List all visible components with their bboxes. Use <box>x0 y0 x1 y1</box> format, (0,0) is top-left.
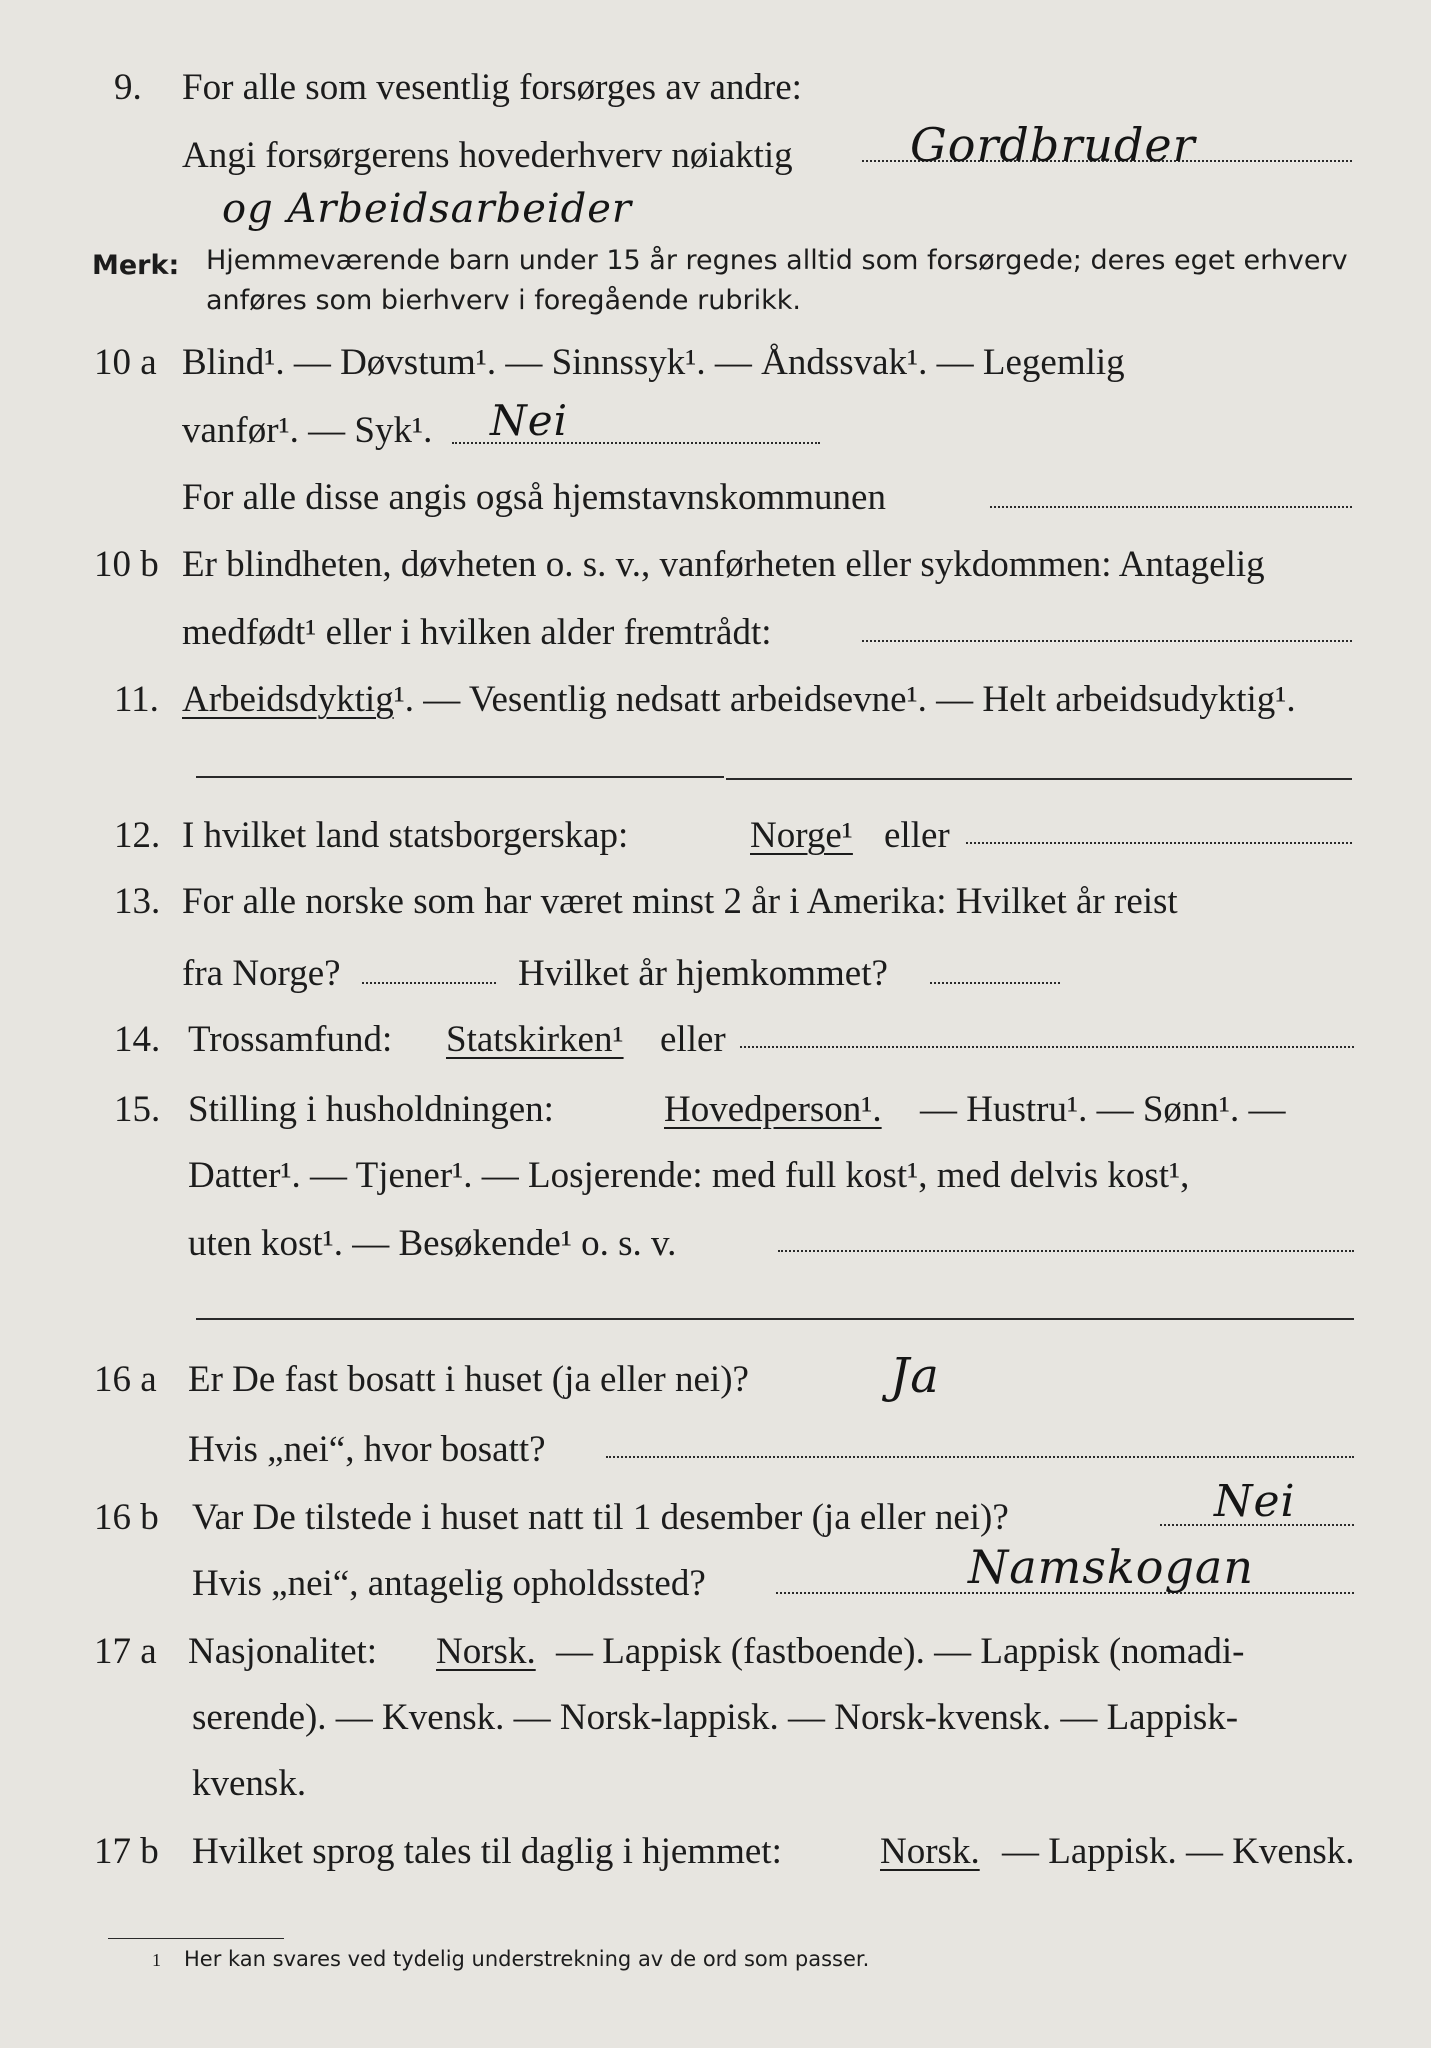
q10b-question: Er blindheten, døvheten o. s. v., vanførheten eller sykdommen: Antagelig <box>182 544 1265 585</box>
footnote-marker: 1 <box>152 1950 161 1970</box>
footnote-rule <box>108 1938 284 1939</box>
q11-selected-option: Arbeidsdyktig <box>182 679 394 720</box>
merk-label: Merk: <box>92 250 180 281</box>
q14-other: eller <box>660 1019 726 1060</box>
q12-number: 12. <box>114 815 161 856</box>
q9-question: For alle som vesentlig forsørges av andre: <box>182 67 802 108</box>
q15-options-line2: Datter¹. — Tjener¹. — Losjerende: med full kost¹, med delvis kost¹, <box>188 1155 1190 1196</box>
q16a-question: Er De fast bosatt i huset (ja eller nei)? <box>188 1359 749 1400</box>
q16a-handwritten-answer: Ja <box>890 1348 940 1404</box>
q17b-selected-option: Norsk. <box>880 1831 980 1872</box>
q10a-options: Blind¹. — Døvstum¹. — Sinnssyk¹. — Åndssvak¹. — Legemlig <box>182 342 1125 383</box>
q10b-question-cont: medfødt¹ eller i hvilken alder fremtrådt: <box>182 612 772 653</box>
q15-selected-option: Hovedperson¹. <box>664 1089 882 1130</box>
q11-other-options: ¹. — Vesentlig nedsatt arbeidsevne¹. — Helt arbeidsudyktig¹. <box>393 679 1296 720</box>
q13-question: For alle norske som har været minst 2 år i Amerika: Hvilket år reist <box>182 881 1178 922</box>
q14-answer-line <box>740 1046 1354 1048</box>
merk-text-2: anføres som bierhverv i foregående rubrikk. <box>206 285 801 316</box>
q11-options <box>182 678 1296 722</box>
q17b-label: Hvilket sprog tales til daglig i hjemmet: <box>192 1831 782 1872</box>
q15-options-line3: uten kost¹. — Besøkende¹ o. s. v. <box>188 1223 677 1264</box>
q14-selected-option: Statskirken¹ <box>446 1019 624 1060</box>
q15-label: Stilling i husholdningen: <box>188 1089 554 1130</box>
q11-rule-right <box>726 778 1352 780</box>
q16b-followup: Hvis „nei“, antagelig opholdssted? <box>192 1563 706 1604</box>
q17a-number: 17 a <box>94 1631 157 1672</box>
q10a-home-municipality: For alle disse angis også hjemstavnskommunen <box>182 477 886 518</box>
q10a-municipality-line <box>990 506 1352 508</box>
q12-selected-option: Norge¹ <box>750 815 853 856</box>
q12-other: eller <box>884 815 950 856</box>
q10a-options-cont: vanfør¹. — Syk¹. <box>182 410 433 451</box>
q16a-followup: Hvis „nei“, hvor bosatt? <box>188 1429 546 1470</box>
q14-label: Trossamfund: <box>188 1019 393 1060</box>
q13-left-line <box>362 982 496 984</box>
q15-number: 15. <box>114 1089 161 1130</box>
q10b-number: 10 b <box>94 544 159 585</box>
q9-label: Angi forsørgerens hovederhverv nøiaktig <box>182 135 793 176</box>
q17a-options-line2: serende). — Kvensk. — Norsk-lappisk. — Norsk-kvensk. — Lappisk- <box>192 1697 1239 1738</box>
q9-handwritten-answer-b: og Arbeidsarbeider <box>222 186 633 232</box>
q13-right-label: Hvilket år hjemkommet? <box>518 953 888 994</box>
q13-left-label: fra Norge? <box>182 953 341 994</box>
q16a-number: 16 a <box>94 1359 157 1400</box>
q16b-handwritten-answer: Nei <box>1214 1476 1296 1527</box>
q13-number: 13. <box>114 881 161 922</box>
q17a-options-line3: kvensk. <box>192 1763 307 1804</box>
q11-rule-left <box>196 776 724 778</box>
q11-number: 11. <box>114 679 159 720</box>
q17a-selected-option: Norsk. <box>436 1631 536 1672</box>
q10a-number: 10 a <box>94 342 157 383</box>
q15-answer-line <box>778 1250 1354 1252</box>
q10a-handwritten-answer: Nei <box>490 396 569 445</box>
q15-rule <box>196 1318 1354 1320</box>
q12-answer-line <box>966 842 1352 844</box>
q16a-answer-line <box>606 1456 1354 1458</box>
q13-right-line <box>930 982 1060 984</box>
q16b-number: 16 b <box>94 1497 159 1538</box>
q9-number: 9. <box>114 67 142 108</box>
q10b-answer-line <box>862 640 1352 642</box>
q17a-label: Nasjonalitet: <box>188 1631 378 1672</box>
merk-text-1: Hjemmeværende barn under 15 år regnes alltid som forsørgede; deres eget erhverv <box>206 245 1348 276</box>
q17b-other-options: — Lappisk. — Kvensk. <box>1002 1831 1355 1872</box>
footnote-text: Her kan svares ved tydelig understrekning av de ord som passer. <box>184 1947 870 1971</box>
q17a-other-options: — Lappisk (fastboende). — Lappisk (nomadi- <box>556 1631 1245 1672</box>
q16b-handwritten-place: Namskogan <box>968 1540 1254 1594</box>
q15-other-options: — Hustru¹. — Sønn¹. — <box>920 1089 1286 1130</box>
q16b-question: Var De tilstede i huset natt til 1 desember (ja eller nei)? <box>192 1497 1009 1538</box>
q14-number: 14. <box>114 1019 161 1060</box>
q9-handwritten-answer-a: Gordbruder <box>910 118 1196 172</box>
q12-label: I hvilket land statsborgerskap: <box>182 815 629 856</box>
q17b-number: 17 b <box>94 1831 159 1872</box>
